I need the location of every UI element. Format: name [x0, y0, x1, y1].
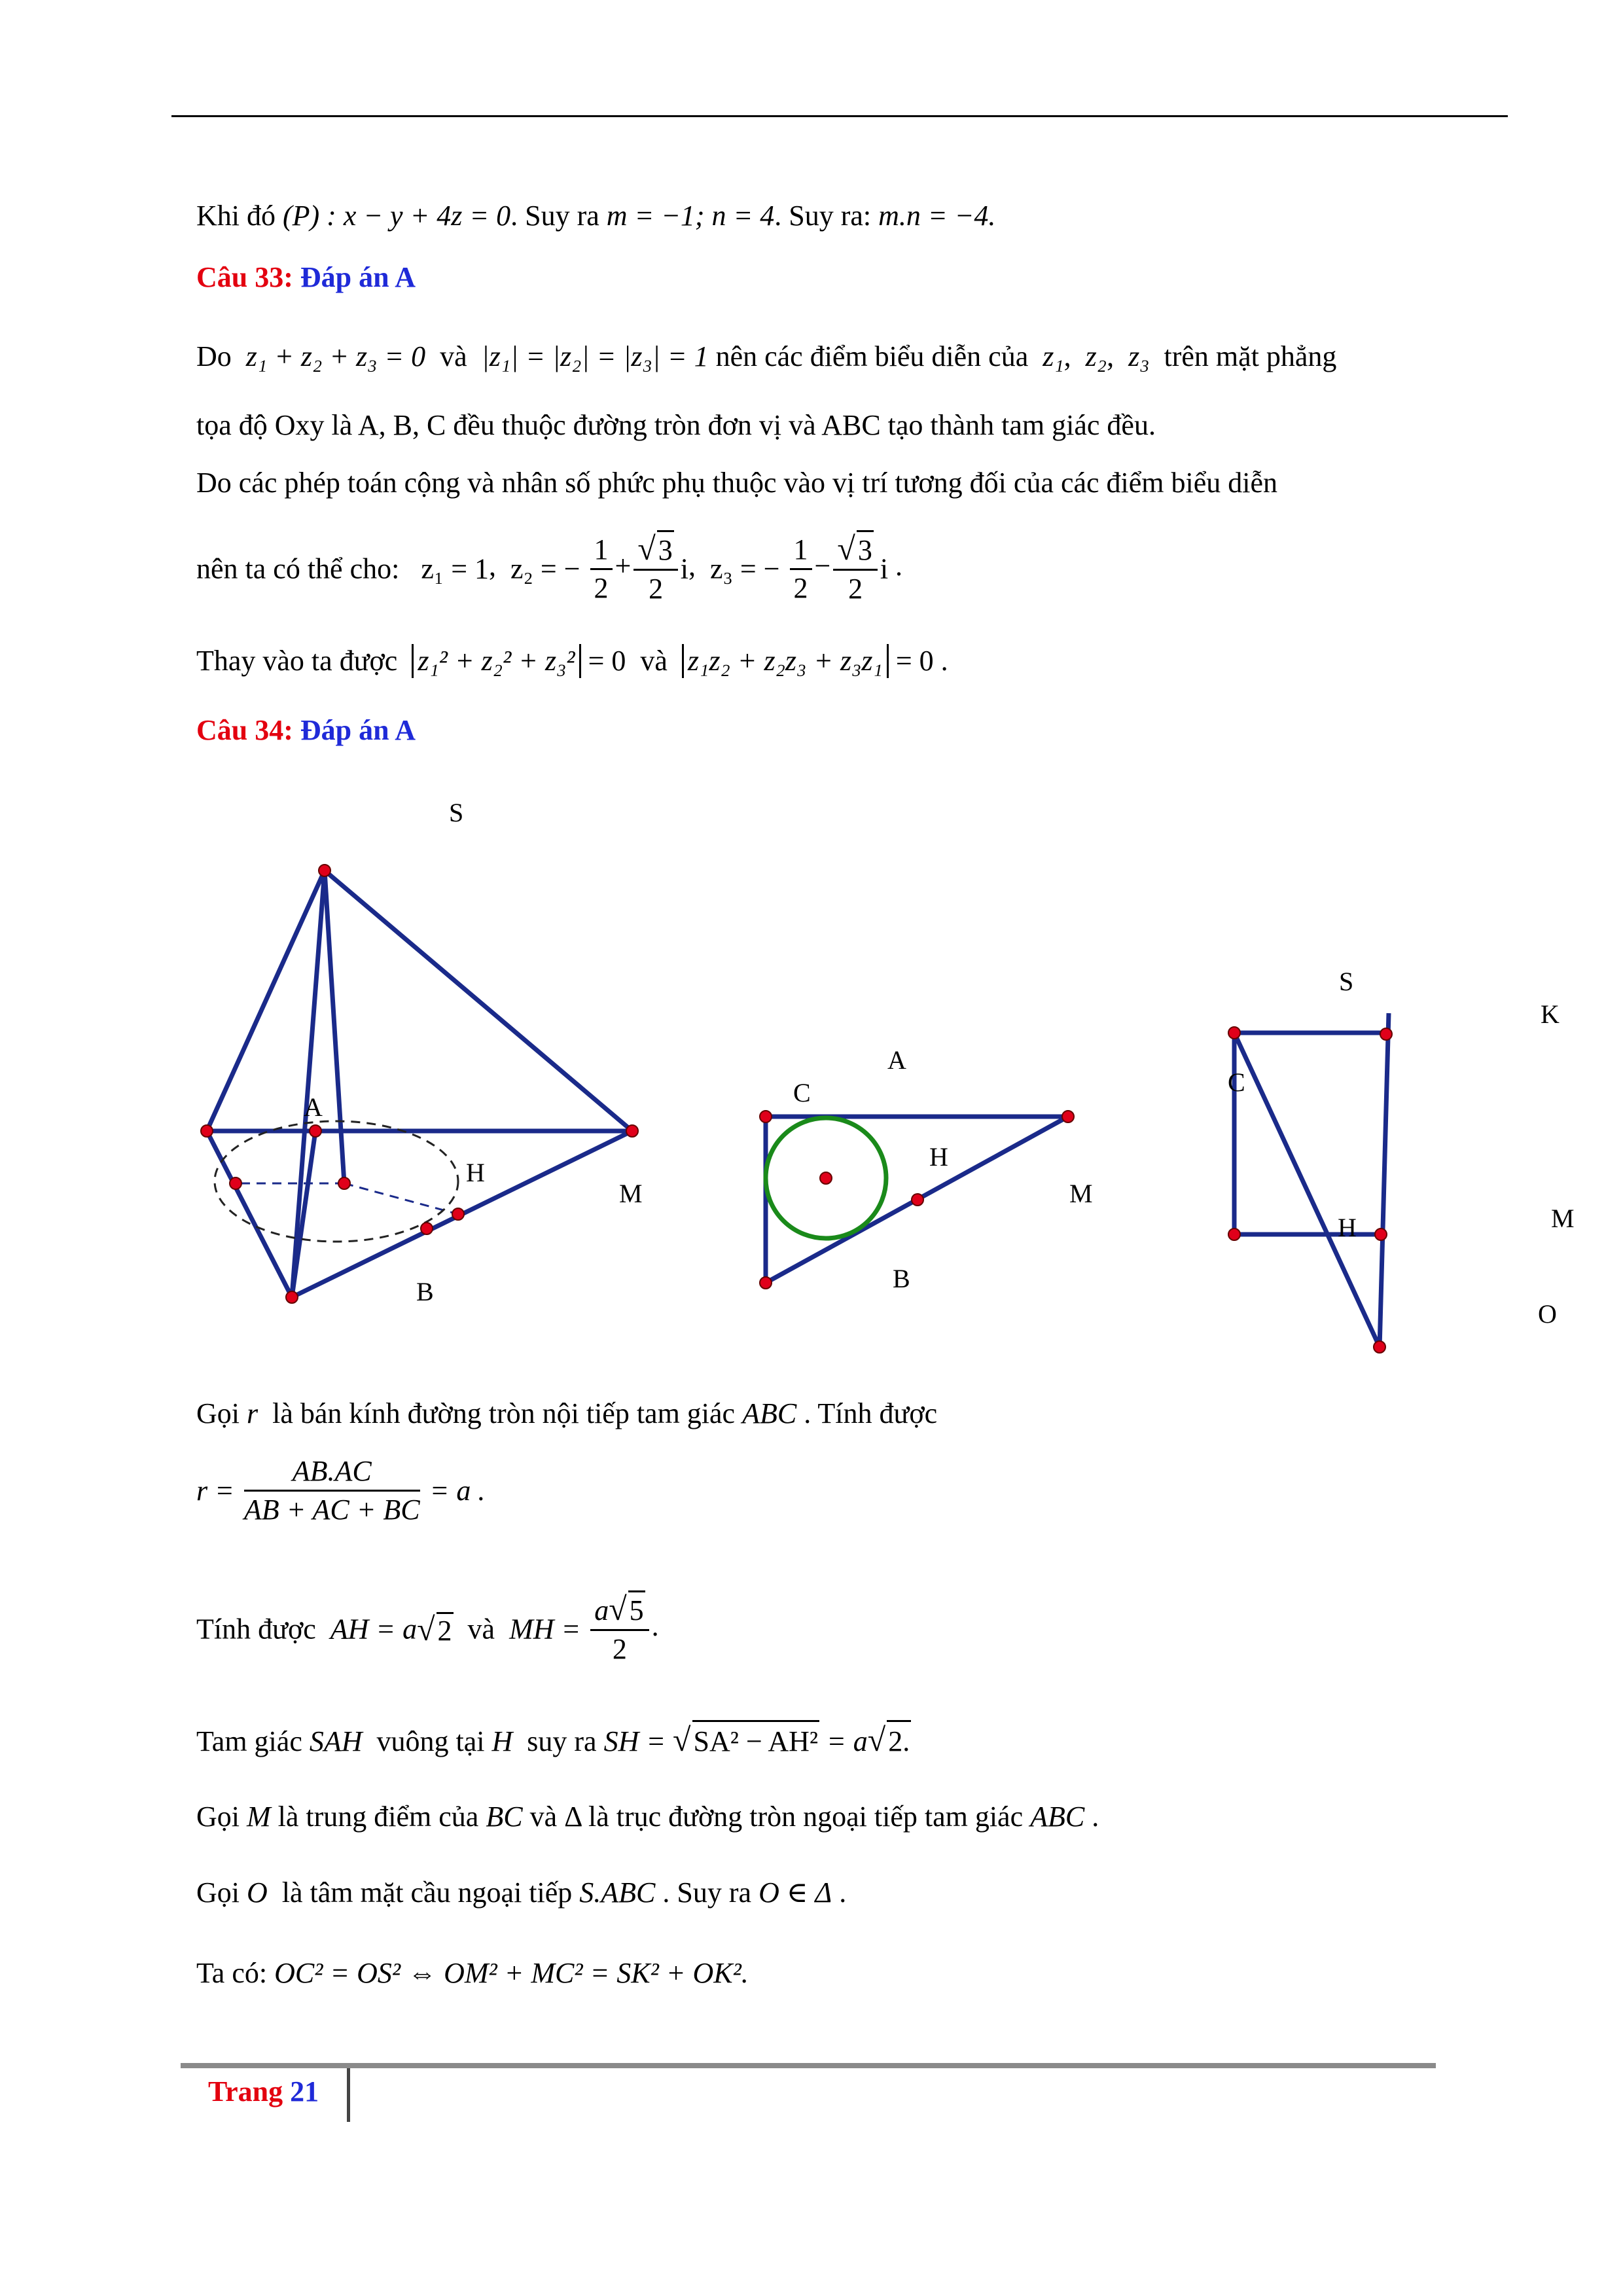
footer-rule — [181, 2063, 1436, 2068]
label-H-1: H — [466, 1158, 485, 1187]
label-O-3: O — [1538, 1299, 1557, 1329]
label-C-3: C — [1228, 1067, 1245, 1097]
q33-line-1: Do z₁ + z₂ + z₃ = 0 và |z₁| = |z₂| = |z₃| = 1 nên các điểm biểu diễn của z₁, z₂, z₃ trên mặt phẳng — [196, 340, 1337, 372]
label-H-3: H — [1338, 1213, 1357, 1242]
text-line-plane: Khi đó (P) : x − y + 4z = 0. Suy ra m = −1; n = 4. Suy ra: m.n = −4. — [196, 200, 996, 232]
fraction: $\frac{a√5}{2}$ — [590, 1590, 649, 1668]
sol-line-5: Gọi M là trung điểm của BC và Δ là trục đường tròn ngoại tiếp tam giác ABC . — [196, 1801, 1099, 1833]
q33-line-3: Do các phép toán cộng và nhân số phức phụ thuộc vào vị trí tương đối của các điểm biểu diễn — [196, 467, 1278, 499]
sol-line-7: Ta có: OC² = OS² ⇔ OM² + MC² = SK² + OK². — [196, 1957, 749, 1989]
label-K-3: K — [1541, 999, 1560, 1029]
sol-line-2: r = $\frac{AB.AC}{AB + AC + BC}$ = a . — [196, 1453, 485, 1528]
sol-line-6: Gọi O là tâm mặt cầu ngoại tiếp S.ABC . Suy ra O ∈ Δ . — [196, 1876, 847, 1909]
label-C-2: C — [793, 1078, 811, 1107]
footer-separator — [347, 2068, 350, 2122]
sol-line-4: Tam giác SAH vuông tại H suy ra SH = √SA² − AH² = a√2. — [196, 1720, 911, 1761]
label-B-2: B — [893, 1264, 910, 1293]
label-S-1: S — [449, 798, 464, 827]
label-M-1: M — [619, 1179, 643, 1208]
sol-line-1: Gọi r là bán kính đường tròn nội tiếp tam giác ABC . Tính được — [196, 1397, 938, 1429]
label-A-1: A — [304, 1092, 323, 1122]
q33-line-2: tọa độ Oxy là A, B, C đều thuộc đường tròn đơn vị và ABC tạo thành tam giác đều. — [196, 409, 1156, 441]
fraction: $\frac{1}{2}$ — [590, 531, 613, 607]
figure-section — [1234, 1013, 1389, 1348]
fraction: $\frac{√3}{2}$ — [833, 530, 877, 607]
sol-line-3: Tính được AH = a√2 và MH = $\frac{a√5}{2}$ . — [196, 1590, 659, 1668]
question-33-heading: Câu 33: Đáp án A — [196, 261, 416, 293]
fraction: $\frac{1}{2}$ — [790, 531, 812, 607]
question-34-heading: Câu 34: Đáp án A — [196, 714, 416, 746]
inscribed-circle-perspective — [215, 1121, 458, 1242]
label-H-2: H — [929, 1142, 948, 1172]
label-A-2: A — [887, 1045, 906, 1075]
q33-line-4: nên ta có thể cho: z₁ = 1, z₂ = − $\frac{1}{2}$ + $\frac{√3}{2}$ i, z₃ = − $\frac{1}{2}$ − $\frac{√3}{2}$ i . — [196, 530, 902, 607]
label-S-3: S — [1339, 967, 1354, 996]
fraction: $\frac{AB.AC}{AB + AC + BC}$ — [244, 1453, 420, 1528]
fraction: $\frac{√3}{2}$ — [633, 530, 677, 607]
label-M-3: M — [1551, 1204, 1575, 1233]
label-B-1: B — [416, 1277, 434, 1306]
label-M-2: M — [1069, 1179, 1093, 1208]
figure-pyramid — [207, 870, 632, 1297]
page-number: Trang 21 — [208, 2075, 319, 2108]
q33-line-5: Thay vào ta được z₁² + z₂² + z₃² = 0 và z₁z₂ + z₂z₃ + z₃z₁ = 0 . — [196, 645, 948, 677]
